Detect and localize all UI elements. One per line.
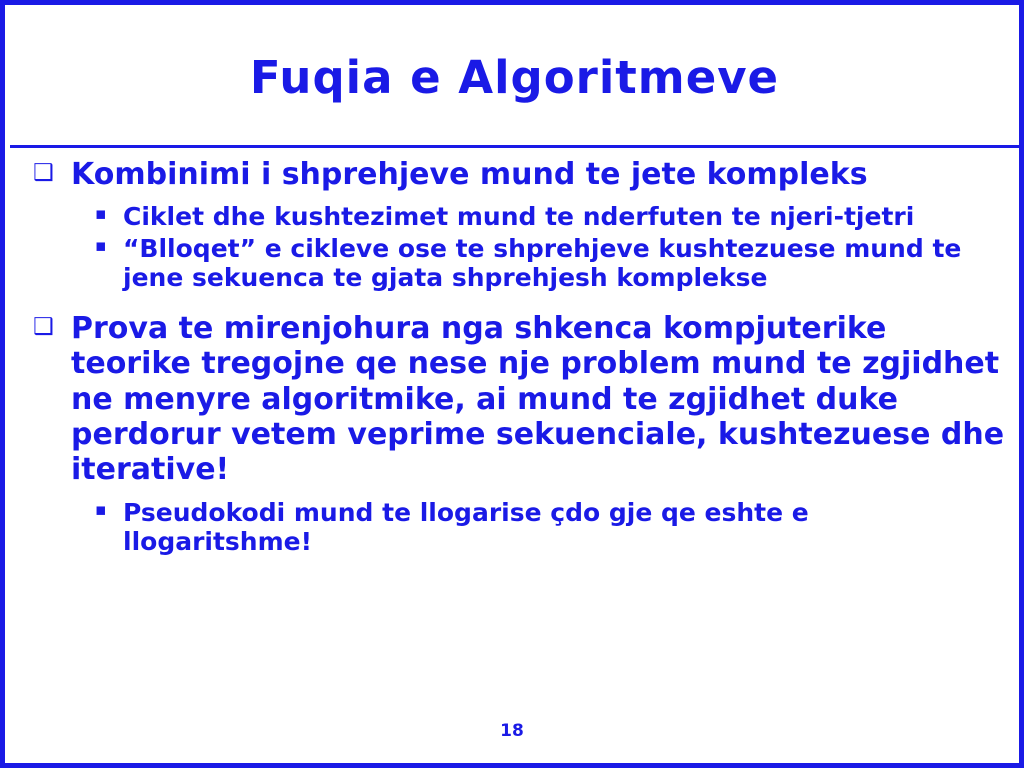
list-item-text: Prova te mirenjohura nga shkenca kompjuterike teorike tregojne qe nese nje problem mund te zgjidhet ne menyre algoritmike, ai mund te zgjidhet duke perdorur vetem veprime sekuenciale, kushtezuese dhe iterative! (71, 310, 1005, 488)
list-item-text: Ciklet dhe kushtezimet mund te nderfuten te njeri-tjetri (123, 202, 915, 232)
small-square-bullet-icon: ▪ (95, 499, 107, 520)
list-item (95, 202, 1011, 232)
square-bullet-icon: ❑ (33, 313, 54, 340)
slide-title-area (10, 10, 1019, 148)
list-item (33, 157, 1011, 192)
list-item-text: “Blloqet” e cikleve ose te shprehjeve kushtezuese mund te jene sekuenca te gjata shprehjesh komplekse (123, 233, 962, 293)
small-square-bullet-icon: ▪ (95, 204, 107, 225)
page-number: 18 (500, 721, 524, 741)
list-item-text: Kombinimi i shprehjeve mund te jete kompleks (71, 157, 868, 192)
list-item (95, 234, 1011, 293)
list-item (33, 311, 1011, 488)
square-bullet-icon: ❑ (33, 160, 54, 186)
list-item (95, 498, 1011, 557)
small-square-bullet-icon: ▪ (95, 235, 107, 256)
list-item-text: Pseudokodi mund te llogarise çdo gje qe eshte e llogaritshme! (123, 497, 809, 557)
slide-body (33, 157, 1011, 559)
page-title: Fuqia e Algoritmeve (249, 51, 780, 104)
